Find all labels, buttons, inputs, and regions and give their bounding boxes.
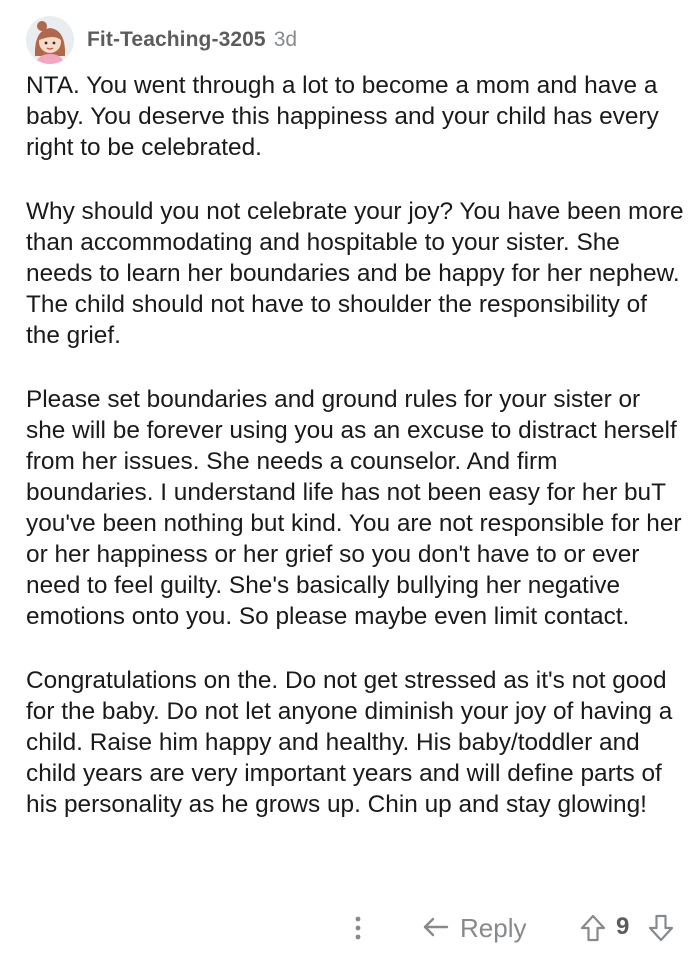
avatar-illustration: [26, 16, 74, 64]
comment-actions: [0, 903, 700, 953]
vote-score: 9: [616, 913, 630, 940]
comment-paragraph: Why should you not celebrate your joy? You have been more than accommodating and hospitable to your sister. She needs to learn her boundaries and be happy for her nephew. The child should not have to shoulder the responsibility of the grief.: [26, 198, 684, 349]
comment-body: [26, 70, 686, 853]
upvote-button[interactable]: [578, 911, 608, 945]
author-name[interactable]: Fit-Teaching-3205: [87, 28, 266, 51]
avatar[interactable]: [26, 16, 74, 64]
comment-paragraph: Congratulations on the. Do not get stressed as it's not good for the baby. Do not let anyone diminish your joy of having a child. Raise him happy and healthy. His baby/toddler and child years are very important years and will define parts of his personality as he grows up. Chin up and stay glowing!: [26, 667, 673, 818]
more-vertical-icon: [354, 915, 362, 941]
reply-label: Reply: [460, 912, 527, 943]
downvote-arrow-icon: [648, 914, 674, 942]
comment-age: 3d: [273, 28, 298, 51]
more-options-button[interactable]: [346, 911, 370, 945]
downvote-button[interactable]: [646, 911, 676, 945]
comment-paragraph: Please set boundaries and ground rules for your sister or she will be forever using you as an excuse to distract herself from her issues. She needs a counselor. And firm boundaries. I understand life has not been easy for her buT you've been nothing but kind. You are not responsible for her or her happiness or her grief so you don't have to or ever need to feel guilty. She's basically bullying her negative emotions onto you. So please maybe even limit contact.: [26, 386, 682, 630]
comment-header: [26, 14, 297, 66]
comment-paragraph: NTA. You went through a lot to become a mom and have a baby. You deserve this happiness and your child has every right to be celebrated.: [26, 72, 659, 161]
reply-arrow-icon: [422, 916, 450, 940]
upvote-arrow-icon: [580, 914, 606, 942]
reply-button[interactable]: [422, 909, 526, 947]
